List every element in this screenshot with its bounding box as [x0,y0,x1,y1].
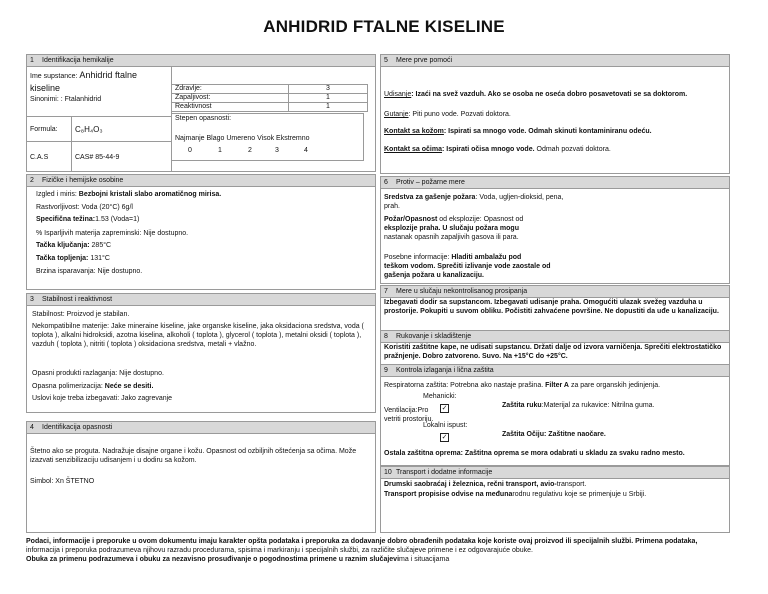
section-9-exposure [380,364,730,466]
hazard-symbol: Simbol: Xn ŠTETNO [30,478,95,485]
special-info-text-3: gašenja požara u kanalizaciju. [384,272,484,279]
density-value: 1.53 (Voda=1) [95,216,140,223]
mechanical-label: Mehanicki: [423,393,457,400]
cas-label: C.A.S [30,154,49,161]
boiling-value: 285°C [91,242,112,249]
section-8-header: 8 Rukovanje i skladištenje [381,331,729,343]
eye-protection-text: Zaštitne naočare. [548,431,606,438]
inhalation-label: Udisanje [384,91,412,98]
section-3-header: 3 Stabilnost i reaktivnost [27,294,375,306]
section-10-transport [380,466,730,533]
footer-line-2: informacija i preporuka podrazumeva njihovu razradu procedurama, spisima i markiranju i specijalnih službi, za različite slučajeve primene i ez odgovarajuće obuke. [26,547,533,554]
section-10-header: 10 Transport i dodatne informacije [381,467,729,479]
footer-line-3: Obuka za primenu podrazumeva i obuku za nezavisno prosuđivanje o pogodnostima primene u raznim slučajevi [26,556,400,563]
special-info-text-2: teškom vodom. Sprečiti izlivanje vode zaostale od [384,263,551,270]
transport-text: Drumski saobraćaj i železnica, rečni transport, avio- [384,481,557,488]
hazard-row: Zdravlje: 3 [172,85,368,94]
other-protection: Ostala zaštitna oprema: Zaštitna oprema se mora odabrati u skladu za svaku radno mesto. [384,450,685,457]
incompatible-materials: Nekompatibilne materije: Jake mineraine kiseline, jake organske kiseline, jaka oksidaciona sredstva, voda ( toplota ), alkalni hidroksidi, azotna kiselina, alkoholi ( toplota ), glycerol ( toplota ), metalni oksidi ( toplota ), vazduh ( toplota ), nitriti ( toplota ) oksidaciona sredstva, metali + vlažno. [32,323,364,348]
ventilation-text: Ventilacija:Pro vetriti prostoriju. [384,407,434,423]
filter-label: Filter A [545,382,569,389]
skin-contact-text: : Ispirati sa mnogo vode. Odmah skinuti kontaminiranu odeću. [443,128,652,135]
hazard-rating-table [171,84,368,112]
section-5-first-aid [380,54,730,174]
section-3-stability [26,293,376,413]
section-6-fire-fighting [380,176,730,284]
section-1-identification [26,54,376,172]
scale-num: 0 [188,147,192,154]
melting-value: 131°C [90,255,110,262]
appearance-label: Izgled i miris: [36,191,77,198]
scale-title: Stepen opasnosti: [175,115,232,122]
scale-labels: Najmanje Blago Umereno Visok Ekstremno [175,135,310,142]
section-1-header: 1 Identifikacija hemikalije [27,55,375,67]
conditions-to-avoid: Uslovi koje treba izbegavati: Jako zagrevanje [32,395,173,402]
section-4-hazards [26,421,376,533]
section-8-handling [380,330,730,366]
section-9-header: 9 Kontrola izlaganja i lična zaštita [381,365,729,377]
volatiles: % Isparljivih materija zapreminski: Nije dostupno. [36,230,189,237]
cas-value: CAS# 85-44-9 [75,154,120,161]
density-label: Specifična težina: [36,216,96,223]
hazard-row: Reaktivnost 1 [172,103,368,112]
hand-protection-label: Zaštita ruku [502,402,542,409]
special-info-label: Posebne informacije: [384,254,450,261]
section-2-header: 2 Fizičke i hemijske osobine [27,175,375,187]
eye-contact-text-2: Odmah pozvati doktora. [536,146,611,153]
name-label: Ime supstance: [30,73,78,80]
solubility: Rastvorljivost: Voda (20°C) 6g/l [36,204,133,211]
spill-measures: Izbegavati dodir sa supstancom. Izbegavati udisanje praha. Omogućiti ulazak svežeg vazduha u prostorije. Pokupiti u suvom obliku. Počistiti zahvaćene površine. Ne dopustiti da uđe u kanalizaciju. [384,299,719,315]
name-value: Anhidrid ftalne [79,70,137,80]
section-4-header: 4 Identifikacija opasnosti [27,422,375,434]
section-2-physical-chemical [26,174,376,290]
hand-protection-text: :Materijal za rukavice: Nitrilna guma. [541,402,655,409]
polymerization-label: Opasna polimerizacija: [32,383,103,390]
handling-storage: Koristiti zaštitne kape, ne udisati supstancu. Držati dalje od izvora varničenja. Sprečiti elektrostatičko pražnjenje. Dobro zatvoreno. Suvo. Na +15°C do +25°C. [384,344,722,360]
boiling-label: Tačka ključanja: [36,242,90,249]
transport-regulation-2: rodnu regulativu koje se primenjuje u Srbiji. [512,491,647,498]
scale-num: 3 [275,147,279,154]
eye-protection-label: Zaštita Očiju: [502,431,547,438]
inhalation-text: : Izaći na svež vazduh. Ako se osoba ne oseća dobro posavetovati se sa doktorom. [411,91,688,98]
mechanical-checkbox[interactable]: ✓ [441,405,448,412]
synonyms: Sinonimi: : Ftalanhidrid [30,96,102,103]
formula-label: Formula: [30,126,58,133]
skin-contact-label: Kontakt sa kožom [384,128,444,135]
respiratory-label: Respiratorna zaštita [384,382,447,389]
stability: Stabilnost: Proizvod je stabilan. [32,311,130,318]
footer-line-3b: ma i situacijama [399,556,450,563]
hazard-statements: Štetno ako se proguta. Nadražuje disajne organe i kožu. Opasnost od ozbiljnih oštećenja sa očima. Može izazvati senzibilizaciju udisanjem i u dodiru sa kožom. [30,448,357,464]
footer-line-1: Podaci, informacije i preporuke u ovom dokumentu imaju karakter opšta podataka i preporuka za dodavanje dobro obrađenih podataka koje koriste ovaj proizvod ili specijalnih službi. Primena podataka, [26,538,698,545]
appearance-value: Bezbojni kristali slabo aromatičnog mirisa. [78,191,222,198]
section-5-header: 5 Mere prve pomoći [381,55,729,67]
explosion-text-3: nastanak opasnih zapaljivih gasova ili para. [384,234,519,241]
decomposition-products: Opasni produkti razlaganja: Nije dostupno. [32,370,164,377]
filter-text: za pare organskih jedinjenja. [570,382,661,389]
hazard-scale [171,113,364,161]
name-value-2: kiseline [30,83,61,93]
section-7-spill [380,285,730,331]
special-info-text: Hladiti ambalažu pod [451,254,522,261]
explosion-text-2: eksplozije praha. U slučaju požara mogu [384,225,519,232]
scale-num: 1 [218,147,222,154]
explosion-text: od eksplozije: Opasnost od [439,216,524,223]
eye-contact-label: Kontakt sa očima [384,146,442,153]
explosion-label: Požar/Opasnost [384,216,438,223]
eye-contact-text: : Ispirati očisa mnogo vode. [441,146,535,153]
scale-num: 4 [304,147,308,154]
ingestion-text: : Piti puno vode. Pozvati doktora. [408,111,511,118]
melting-label: Tačka topljenja: [36,255,89,262]
extinguishing-text: : Voda, ugljen-dioksid, pena, prah. [384,194,564,210]
page-title: ANHIDRID FTALNE KISELINE [263,17,505,36]
respiratory-text: : Potrebna ako nastaje prašina. [446,382,544,389]
local-exhaust-label: Lokalni ispust: [423,422,468,429]
transport-text-2: transport. [556,481,587,488]
evaporation-rate: Brzina isparavanja: Nije dostupno. [36,268,143,275]
local-exhaust-checkbox[interactable]: ✓ [441,434,448,441]
section-7-header: 7 Mere u slučaju nekontrolisanog prosipanja [381,286,729,298]
transport-regulation: Transport propisise odvise na međuna [384,491,513,498]
scale-num: 2 [248,147,252,154]
formula-value: C₈H₄O₃ [75,125,103,134]
extinguishing-label: Sredstva za gašenje požara [384,194,476,201]
ingestion-label: Gutanje [384,111,409,118]
polymerization-value: Neće se desiti. [104,383,154,390]
section-6-header: 6 Protiv – požarne mere [381,177,729,189]
hazard-row: Zapaljivost: 1 [172,94,368,103]
